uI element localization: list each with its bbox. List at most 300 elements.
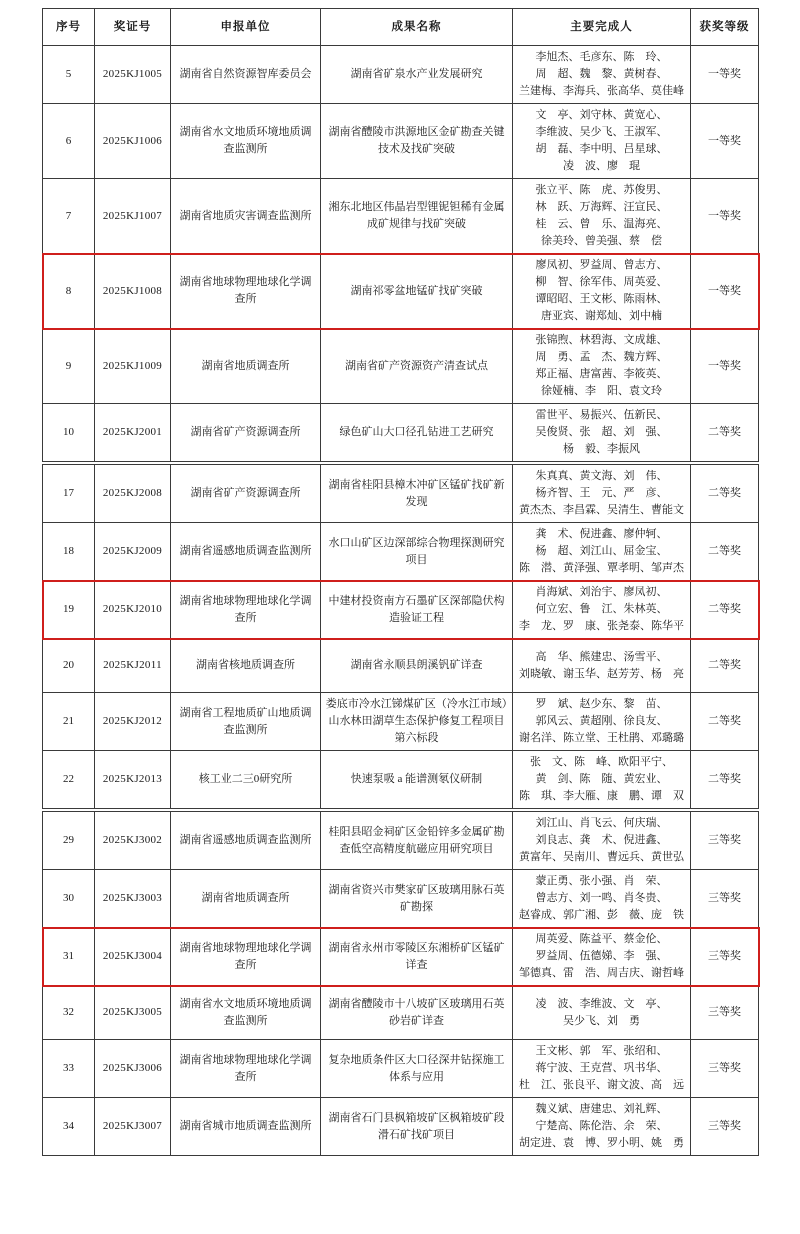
person-name: 吴少飞、	[579, 126, 624, 138]
person-name: 刘一鸣、	[579, 892, 624, 904]
cell-grade: 二等奖	[691, 639, 759, 693]
person-name: 魏方辉、	[623, 351, 668, 363]
person-name: 李筱英、	[623, 368, 668, 380]
person-name: 周英爱、	[623, 276, 668, 288]
person-name: 廖凤初、	[623, 586, 668, 598]
person-name: 蒙正勇、	[535, 875, 580, 887]
person-name: 万海辉、	[579, 201, 624, 213]
person-name: 郭广湘、	[563, 909, 607, 921]
person-name: 张良平、	[563, 1079, 607, 1091]
person-name: 肖冬贵、	[623, 892, 668, 904]
person-name: 吴俊贤、	[535, 426, 580, 438]
cell-result-name: 中建材投资南方石墨矿区深部隐伏构造验证工程	[321, 581, 513, 639]
person-name: 廖仲轲、	[623, 528, 668, 540]
person-name: 肖海斌、	[535, 586, 580, 598]
cell-people	[513, 404, 691, 464]
cell-grade: 二等奖	[691, 463, 759, 523]
person-name: 黄超刚、	[579, 715, 624, 727]
table-row	[43, 46, 759, 104]
person-name: 袁 博、	[563, 1137, 607, 1149]
cell-people	[513, 928, 691, 986]
person-name: 张立平、	[535, 184, 580, 196]
person-name: 赵少东、	[579, 698, 624, 710]
person-name: 肖 荣、	[623, 875, 668, 887]
cell-unit: 湖南省遥感地质调查监测所	[171, 523, 321, 581]
cell-result-name: 绿色矿山大口径孔钻进工艺研究	[321, 404, 513, 464]
person-name: 倪进鑫、	[623, 834, 668, 846]
person-name: 唐亚宾、	[541, 310, 585, 322]
cell-result-name: 湖南省醴陵市十八坡矿区玻璃用石英砂岩矿详查	[321, 986, 513, 1040]
table-row	[43, 870, 759, 928]
person-name: 桂 云、	[535, 218, 580, 230]
table-row	[43, 329, 759, 404]
cell-people	[513, 463, 691, 523]
person-name: 杨 毅、	[563, 443, 607, 455]
person-name: 唐富茜、	[579, 368, 624, 380]
cell-cert-number: 2025KJ3007	[95, 1098, 171, 1156]
table-row	[43, 693, 759, 751]
person-name: 熊建忠、	[579, 650, 624, 663]
table-row	[43, 751, 759, 811]
person-name: 高 远	[651, 1079, 684, 1091]
person-name: 陈伦浩、	[579, 1120, 624, 1132]
person-name: 魏 黎、	[579, 68, 624, 80]
cell-index: 6	[43, 104, 95, 179]
person-name: 伍德娣、	[579, 950, 624, 962]
cell-people	[513, 46, 691, 104]
person-name: 何立宏、	[535, 603, 580, 615]
person-name: 张高华、	[607, 85, 651, 97]
person-name: 肖飞云、	[579, 817, 624, 829]
person-name: 何庆瑞、	[623, 817, 668, 829]
person-name: 吴少飞、	[563, 1014, 607, 1027]
col-header-unit: 申报单位	[171, 9, 321, 46]
table-row	[43, 523, 759, 581]
person-name: 龚 术、	[579, 834, 624, 846]
cell-result-name: 娄底市冷水江锑煤矿区（冷水江市域）山水林田湖草生态保护修复工程项目第六标段	[321, 693, 513, 751]
person-name: 李 阳、	[585, 385, 629, 397]
person-name: 赵睿成、	[519, 909, 563, 921]
person-name: 胡 磊、	[535, 143, 580, 155]
col-header-grade: 获奖等级	[691, 9, 759, 46]
cell-grade: 二等奖	[691, 751, 759, 811]
person-name: 邹德真、	[519, 967, 563, 979]
cell-result-name: 湖南省永顺县朗溪钒矿详查	[321, 639, 513, 693]
table-row	[43, 104, 759, 179]
person-name: 龚 术、	[535, 528, 580, 540]
person-name: 鲁 江、	[579, 603, 624, 615]
cell-unit: 湖南省工程地质矿山地质调查监测所	[171, 693, 321, 751]
person-name: 刘礼辉、	[623, 1103, 668, 1115]
cell-cert-number: 2025KJ2009	[95, 523, 171, 581]
person-name: 汪宣民、	[623, 201, 668, 213]
cell-index: 17	[43, 463, 95, 523]
cell-index: 10	[43, 404, 95, 464]
person-name: 黄宏业、	[623, 773, 668, 785]
person-name: 徐军伟、	[579, 276, 624, 288]
person-name: 廖凤初、	[535, 259, 580, 271]
person-name: 雷 浩、	[563, 967, 607, 979]
person-name: 雷世平、	[535, 409, 580, 421]
person-name: 罗 斌、	[535, 698, 580, 710]
person-name: 黄 剑、	[535, 773, 580, 785]
person-name: 黄树春、	[623, 68, 668, 80]
cell-unit: 湖南省矿产资源调查所	[171, 404, 321, 464]
cell-people	[513, 693, 691, 751]
person-name: 刘守林、	[579, 109, 624, 121]
cell-cert-number: 2025KJ1007	[95, 179, 171, 254]
person-name: 郭风云、	[535, 715, 580, 727]
person-name: 李维波、	[535, 126, 580, 138]
cell-unit: 湖南省地球物理地球化学调查所	[171, 1040, 321, 1098]
person-name: 黄文海、	[579, 470, 624, 482]
table-row	[43, 1040, 759, 1098]
cell-index: 9	[43, 329, 95, 404]
person-name: 李 强、	[623, 950, 668, 962]
person-name: 刘 强、	[623, 426, 668, 438]
person-name: 谭昭昭、	[535, 293, 580, 305]
cell-result-name: 湖南省资兴市樊家矿区玻璃用脉石英矿勘探	[321, 870, 513, 928]
person-name: 孟 杰、	[579, 351, 624, 363]
person-name: 莫佳峰	[651, 85, 684, 97]
person-name: 杨齐智、	[535, 487, 580, 499]
cell-people	[513, 104, 691, 179]
person-name: 杨 超、	[535, 545, 580, 557]
cell-cert-number: 2025KJ2001	[95, 404, 171, 464]
cell-people	[513, 870, 691, 928]
person-name: 李中明、	[579, 143, 624, 155]
cell-cert-number: 2025KJ1006	[95, 104, 171, 179]
person-name: 蒋宁波、	[535, 1062, 580, 1074]
cell-unit: 核工业二三0研究所	[171, 751, 321, 811]
person-name: 刘 伟、	[623, 470, 668, 482]
person-name: 袁文玲	[629, 385, 662, 397]
cell-unit: 湖南省水文地质环境地质调查监测所	[171, 986, 321, 1040]
person-name: 刘江山、	[579, 545, 624, 557]
person-name: 刘中楠	[629, 310, 662, 322]
person-name: 彭 薇、	[607, 909, 651, 921]
cell-result-name: 湖南省矿泉水产业发展研究	[321, 46, 513, 104]
col-header-cert: 奖证号	[95, 9, 171, 46]
cell-grade: 三等奖	[691, 810, 759, 870]
cell-cert-number: 2025KJ3002	[95, 810, 171, 870]
person-name: 黄富年、	[519, 851, 563, 863]
person-name: 蔡金伦、	[623, 933, 668, 945]
cell-cert-number: 2025KJ3006	[95, 1040, 171, 1098]
person-name: 周吉庆、	[607, 967, 651, 979]
table-row	[43, 179, 759, 254]
person-name: 王杜鹃、	[607, 732, 651, 744]
cell-index: 5	[43, 46, 95, 104]
cell-unit: 湖南省地质灾害调查监测所	[171, 179, 321, 254]
cell-unit: 湖南省矿产资源调查所	[171, 463, 321, 523]
cell-grade: 二等奖	[691, 693, 759, 751]
person-name: 曹远兵、	[607, 851, 651, 863]
person-name: 陈 虎、	[579, 184, 624, 196]
person-name: 刘良志、	[535, 834, 580, 846]
person-name: 李旭杰、	[535, 51, 580, 63]
person-name: 欧阳平宁、	[618, 756, 673, 768]
cell-result-name: 湖南省醴陵市洪源地区金矿勘查关键技术及找矿突破	[321, 104, 513, 179]
col-header-people: 主要完成人	[513, 9, 691, 46]
cell-index: 22	[43, 751, 95, 811]
table-row	[43, 810, 759, 870]
cell-index: 18	[43, 523, 95, 581]
cell-cert-number: 2025KJ2013	[95, 751, 171, 811]
cell-grade: 三等奖	[691, 986, 759, 1040]
person-name: 毛彦东、	[579, 51, 624, 63]
person-name: 罗益周、	[535, 950, 580, 962]
cell-result-name: 水口山矿区边深部综合物理探测研究项目	[321, 523, 513, 581]
person-name: 周 勇、	[535, 351, 580, 363]
person-name: 邹声杰	[651, 562, 684, 574]
cell-result-name: 湖南祁零盆地锰矿找矿突破	[321, 254, 513, 329]
cell-grade: 二等奖	[691, 581, 759, 639]
person-name: 李 龙、	[519, 620, 563, 632]
person-name: 周 超、	[535, 68, 580, 80]
table-row	[43, 639, 759, 693]
person-name: 陈 琪、	[519, 790, 563, 802]
cell-index: 19	[43, 581, 95, 639]
person-name: 凌 波、	[563, 160, 607, 172]
cell-result-name: 复杂地质条件区大口径深井钻探施工体系与应用	[321, 1040, 513, 1098]
person-name: 魏义斌、	[535, 1103, 580, 1115]
cell-cert-number: 2025KJ1009	[95, 329, 171, 404]
cell-people	[513, 986, 691, 1040]
person-name: 曾 乐、	[579, 218, 624, 230]
person-name: 林 跃、	[535, 201, 580, 213]
person-name: 陈益平、	[579, 933, 624, 945]
person-name: 易振兴、	[579, 409, 624, 421]
person-name: 刘江山、	[535, 817, 580, 829]
person-name: 倪进鑫、	[579, 528, 624, 540]
cell-cert-number: 2025KJ1005	[95, 46, 171, 104]
person-name: 林碧海、	[579, 334, 624, 346]
cell-cert-number: 2025KJ2012	[95, 693, 171, 751]
person-name: 陈 玲、	[623, 51, 668, 63]
person-name: 陈 潜、	[519, 562, 563, 574]
person-name: 王文彬、	[579, 293, 624, 305]
cell-index: 29	[43, 810, 95, 870]
cell-people	[513, 179, 691, 254]
person-name: 朱真真、	[535, 470, 580, 482]
person-name: 曾志方、	[535, 892, 580, 904]
col-header-result: 成果名称	[321, 9, 513, 46]
person-name: 刘 勇	[607, 1014, 640, 1027]
table-row	[43, 928, 759, 986]
cell-people	[513, 751, 691, 811]
person-name: 黄世弘	[651, 851, 684, 863]
cell-people	[513, 329, 691, 404]
cell-grade: 一等奖	[691, 104, 759, 179]
cell-result-name: 湖南省桂阳县樟木冲矿区锰矿找矿新发现	[321, 463, 513, 523]
person-name: 张小强、	[579, 875, 624, 887]
cell-result-name: 湖南省永州市零陵区东湘桥矿区锰矿详查	[321, 928, 513, 986]
cell-cert-number: 2025KJ3004	[95, 928, 171, 986]
person-name: 刘晓敏、	[519, 667, 563, 680]
table-row	[43, 581, 759, 639]
person-name: 文 亭、	[623, 997, 668, 1010]
person-name: 李昌霖、	[563, 504, 607, 516]
cell-unit: 湖南省遥感地质调查监测所	[171, 810, 321, 870]
person-name: 谭 双	[651, 790, 684, 802]
person-name: 徐娅楠、	[541, 385, 585, 397]
person-name: 柳 智、	[535, 276, 580, 288]
cell-index: 20	[43, 639, 95, 693]
cell-index: 34	[43, 1098, 95, 1156]
cell-people	[513, 254, 691, 329]
cell-cert-number: 2025KJ2011	[95, 639, 171, 693]
awards-table	[42, 8, 759, 1156]
person-name: 唐建忠、	[579, 1103, 624, 1115]
cell-index: 8	[43, 254, 95, 329]
person-name: 王文彬、	[535, 1045, 580, 1057]
table-row	[43, 463, 759, 523]
col-header-index: 序号	[43, 9, 95, 46]
cell-people	[513, 810, 691, 870]
person-name: 郑正福、	[535, 368, 580, 380]
person-name: 文成雄、	[623, 334, 668, 346]
person-name: 赵芳芳、	[607, 667, 651, 680]
person-name: 李振风	[607, 443, 640, 455]
person-name: 杨 亮	[651, 667, 684, 680]
person-name: 张 超、	[579, 426, 624, 438]
cell-grade: 三等奖	[691, 1040, 759, 1098]
person-name: 张尧泰、	[607, 620, 651, 632]
cell-result-name: 快速泵吸 a 能谱测氡仪研制	[321, 751, 513, 811]
person-name: 谢名洋、	[519, 732, 563, 744]
table-row	[43, 404, 759, 464]
person-name: 曾志方、	[623, 259, 668, 271]
person-name: 余 荣、	[623, 1120, 668, 1132]
person-name: 庞 铁	[651, 909, 684, 921]
person-name: 徐良友、	[623, 715, 668, 727]
cell-unit: 湖南省地球物理地球化学调查所	[171, 581, 321, 639]
person-name: 罗益周、	[579, 259, 624, 271]
cell-people	[513, 523, 691, 581]
cell-result-name: 桂阳县昭金祠矿区金铅锌多金属矿勘查低空高精度航磁应用研究项目	[321, 810, 513, 870]
person-name: 陈华平	[651, 620, 684, 632]
cell-unit: 湖南省自然资源智库委员会	[171, 46, 321, 104]
cell-cert-number: 2025KJ2010	[95, 581, 171, 639]
person-name: 吴清生、	[607, 504, 651, 516]
person-name: 周英爱、	[535, 933, 580, 945]
person-name: 高 华、	[535, 650, 580, 663]
cell-people	[513, 1098, 691, 1156]
person-name: 黄杰杰、	[519, 504, 563, 516]
person-name: 康 鹏、	[607, 790, 651, 802]
person-name: 凌 波、	[535, 997, 580, 1010]
person-name: 温海亮、	[623, 218, 668, 230]
cell-cert-number: 2025KJ2008	[95, 463, 171, 523]
cell-grade: 一等奖	[691, 179, 759, 254]
cell-result-name: 湘东北地区伟晶岩型锂铌钽稀有金属成矿规律与找矿突破	[321, 179, 513, 254]
person-name: 严 彦、	[623, 487, 668, 499]
person-name: 张锦煦、	[535, 334, 580, 346]
person-name: 蔡 偿	[629, 235, 662, 247]
person-name: 苏俊男、	[623, 184, 668, 196]
person-name: 黄宽心、	[623, 109, 668, 121]
person-name: 邓璐璐	[651, 732, 684, 744]
cell-index: 33	[43, 1040, 95, 1098]
cell-result-name: 湖南省石门县枫箱坡矿区枫箱坡矿段滑石矿找矿项目	[321, 1098, 513, 1156]
person-name: 王淑军、	[623, 126, 668, 138]
person-name: 谢哲峰	[651, 967, 684, 979]
person-name: 张 文、	[530, 756, 574, 768]
table-row	[43, 254, 759, 329]
person-name: 李大雁、	[563, 790, 607, 802]
person-name: 屈金宝、	[623, 545, 668, 557]
person-name: 谢玉华、	[563, 667, 607, 680]
person-name: 王克营、	[579, 1062, 624, 1074]
cell-unit: 湖南省地球物理地球化学调查所	[171, 254, 321, 329]
person-name: 宁楚高、	[535, 1120, 580, 1132]
cell-unit: 湖南省水文地质环境地质调查监测所	[171, 104, 321, 179]
person-name: 罗小明、	[607, 1137, 651, 1149]
person-name: 黎 苗、	[623, 698, 668, 710]
cell-unit: 湖南省地质调查所	[171, 870, 321, 928]
cell-grade: 一等奖	[691, 46, 759, 104]
person-name: 黄泽强、	[563, 562, 607, 574]
person-name: 兰建梅、	[519, 85, 563, 97]
cell-grade: 一等奖	[691, 329, 759, 404]
cell-unit: 湖南省地质调查所	[171, 329, 321, 404]
cell-grade: 二等奖	[691, 404, 759, 464]
person-name: 汤雪平、	[623, 650, 668, 663]
table-row	[43, 986, 759, 1040]
cell-index: 31	[43, 928, 95, 986]
person-name: 曹能文	[651, 504, 684, 516]
person-name: 伍新民、	[623, 409, 668, 421]
person-name: 王 元、	[579, 487, 624, 499]
person-name: 吕星球、	[623, 143, 668, 155]
person-name: 郭 军、	[579, 1045, 624, 1057]
person-name: 陈 随、	[579, 773, 624, 785]
person-name: 李海兵、	[563, 85, 607, 97]
person-name: 李维波、	[579, 997, 624, 1010]
cell-grade: 三等奖	[691, 928, 759, 986]
person-name: 廖 琨	[607, 160, 640, 172]
person-name: 曾美强、	[585, 235, 629, 247]
cell-result-name: 湖南省矿产资源资产清查试点	[321, 329, 513, 404]
person-name: 陈立堂、	[563, 732, 607, 744]
cell-unit: 湖南省地球物理地球化学调查所	[171, 928, 321, 986]
cell-cert-number: 2025KJ3005	[95, 986, 171, 1040]
person-name: 罗 康、	[563, 620, 607, 632]
person-name: 陈 峰、	[574, 756, 618, 768]
cell-grade: 一等奖	[691, 254, 759, 329]
cell-index: 32	[43, 986, 95, 1040]
person-name: 覃孝明、	[607, 562, 651, 574]
cell-cert-number: 2025KJ1008	[95, 254, 171, 329]
person-name: 巩书华、	[623, 1062, 668, 1074]
person-name: 杜 江、	[519, 1079, 563, 1091]
person-name: 姚 勇	[651, 1137, 684, 1149]
person-name: 谢郑灿、	[585, 310, 629, 322]
cell-unit: 湖南省城市地质调查监测所	[171, 1098, 321, 1156]
person-name: 谢文波、	[607, 1079, 651, 1091]
cell-grade: 三等奖	[691, 1098, 759, 1156]
cell-unit: 湖南省核地质调查所	[171, 639, 321, 693]
person-name: 文 亭、	[535, 109, 580, 121]
cell-grade: 三等奖	[691, 870, 759, 928]
cell-people	[513, 639, 691, 693]
cell-index: 30	[43, 870, 95, 928]
person-name: 刘治宇、	[579, 586, 624, 598]
cell-index: 7	[43, 179, 95, 254]
person-name: 陈雨林、	[623, 293, 668, 305]
cell-cert-number: 2025KJ3003	[95, 870, 171, 928]
